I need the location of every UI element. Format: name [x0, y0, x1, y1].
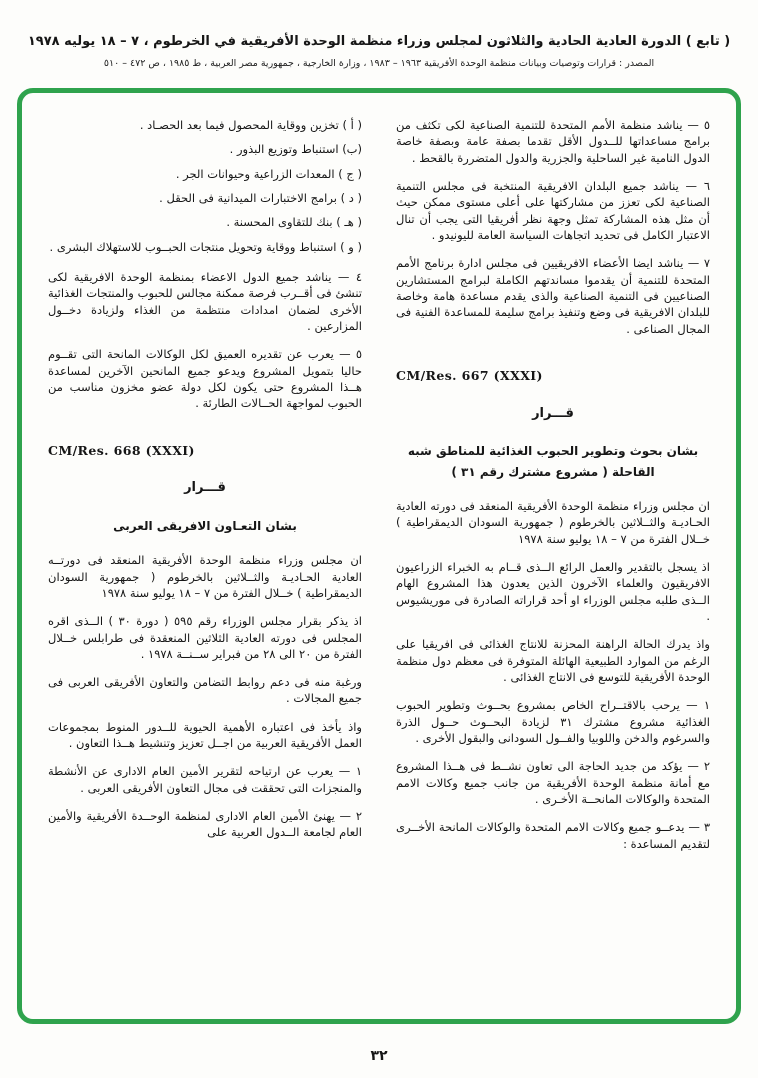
page-number: ٣٢ [370, 1048, 388, 1064]
paragraph: اذ يذكر بقرار مجلس الوزراء رقم ٥٩٥ ( دورة ٣٠ ) الــذى اقره المجلس فى دورته العادية الثلاثين المنعقدة فى طرابلس خــلال الفترة من ٢٠ الى ٢٨ من فبراير ســنــة ١٩٧٨ . [48, 614, 362, 661]
paragraph: ١ — يرحب بالاقتــراح الخاص بمشروع بحــوث وتطوير الحبوب الغذائية مشروع مشترك ٣١ لزيادة البحــوث حــول الذرة والسرغوم والدخن واللوبيا والفــول السودانى والبقول الأخرى . [396, 698, 710, 745]
list-item: ( د ) برامج الاختبارات الميدانية فى الحقل . [159, 190, 362, 205]
list-item: ( هـ ) بنك للتقاوى المحسنة . [226, 215, 362, 230]
paragraph: ٧ — يناشد ايضا الأعضاء الافريقيين فى مجلس ادارة برنامج الأمم المتحدة للتنمية أن يقدموا مساندتهم الكاملة لبرامج المستشارين الصناعيين فى التنمية الصناعية والذى يقدم مساعدة هامة وخاصة للبلدان الافريقية فى وضع وتنفيذ برامج سليمة للمساعدة الفنية فى المجال الصناعى . [396, 256, 710, 336]
resolution-ref: CM/Res. 667 (XXXI) [396, 367, 543, 383]
paragraph: واذ يدرك الحالة الراهنة المحزنة للانتاج الغذائى فى افريقيا على الرغم من الموارد الطبيعية الهائلة المتوفرة فى معظم دول منظمة الوحدة الأفريقية للتوسع فى الانتاج الغذائى . [396, 637, 710, 684]
paragraph: اذ يسجل بالتقدير والعمل الرائع الــذى قــام به الخبراء الزراعيون الافريقيون والعلماء الآخرون الذين يعدون هذا المشروع الهام الــذى طلبه مجلس الوزراء او أحد قراراته الصادرة فى موريشيوس . [396, 559, 710, 623]
paragraph: ٤ — يناشد جميع الدول الاعضاء بمنظمة الوحدة الافريقية لكى تنشئ فى أقــرب فرصة ممكنة مجالس للحبوب والمنتجات الغذائية الأخرى لضمان امدادات منتظمة من الغذاء ولزيادة دخــول المزارعين . [48, 269, 362, 333]
paragraph: ٥ — يعرب عن تقديره العميق لكل الوكالات المانحة التى تقــوم حاليا بتمويل المشروع ويدعو جميع المانحين الآخرين لمساعدة هــذا المشروع حتى يكون لكل دولة عضو مخزون مناسب من الحبوب لمواجهة الحــالات الطارئة . [48, 347, 362, 411]
list-item: ( ج ) المعدات الزراعية وحيوانات الجر . [175, 166, 362, 181]
paragraph: ٦ — يناشد جميع البلدان الافريقية المنتخبة فى مجلس التنمية الصناعية لكى تعزز من مشاركتها على أعلى مستوى ممكن حيث أن مثل هذه المشاركة تمثل وجهة نظر أفريقيا التى يجب أن تنال الاعتبار الكامل فى تحديد اتجاهات السياسة العامة لليونيدو . [396, 178, 710, 242]
paragraph: ان مجلس وزراء منظمة الوحدة الأفريقية المنعقد فى دورتــه العادية الحـاديـة والثــلاثين بالخرطوم ( جمهورية السودان الديمقراطية ) خــلال الفترة من ٧ – ١٨ يوليو سنة ١٩٧٨ [48, 553, 362, 600]
list-item: ( و ) استنباط ووقاية وتحويل منتجات الحبــوب للاستهلاك البشرى . [49, 239, 362, 254]
paragraph: ٢ — يهنئ الأمين العام الادارى لمنظمة الوحــدة الأفريقية والأمين العام لجامعة الــدول العربية على [48, 809, 362, 840]
paragraph: ١ — يعرب عن ارتياحه لتقرير الأمين العام الادارى عن الأنشطة والمنجزات التى تحققت فى مجال التعاون الأفريقى العربى . [48, 764, 362, 795]
resolution-heading: قـــرار [184, 480, 226, 496]
paragraph: ٢ — يؤكد من جديد الحاجة الى تعاون نشــط فى هــذا المشروع مع أمانة منظمة الوحدة الأفريقية من جانب جميع وكالات الامم المتحدة والوكالات المانحــة الأخـرى . [396, 759, 710, 806]
list-item: ( أ ) تخزين ووقاية المحصول فيما بعد الحصـاد . [139, 118, 362, 132]
paragraph: ان مجلس وزراء منظمة الوحدة الأفريقية المنعقد فى دورته العادية الحـاديـة والثــلاثين بالخرطوم ( جمهورية السودان الديمقراطية ) خــلال الفترة من ٧ – ١٨ يوليو سنة ١٩٧٨ [396, 498, 710, 546]
resolution-heading: قـــرار [532, 405, 574, 421]
document-header [0, 0, 758, 69]
paragraph: ٣ — يدعــو جميع وكالات الامم المتحدة والوكالات المانحة الأخــرى لتقديم المساعدة : [396, 820, 710, 851]
resolution-ref: CM/Res. 668 (XXXI) [48, 442, 195, 458]
paragraph: ٥ — يناشد منظمة الأمم المتحدة للتنمية الصناعية لكى تكثف من برامج مساعداتها للــدول الأقل تقدما بصفة عامة وبصفة خاصة الدول النامية غير الساحلية والجزرية والدول المتضررة بالقحط . [396, 118, 710, 165]
paragraph: واذ يأخذ فى اعتباره الأهمية الحيوية للــدور المنوط بمجموعات العمل الأفريقية العربية من اجــل تعزيز وتنشيط هــذا التعاون . [48, 719, 362, 751]
list-item: (ب) استنباط وتوزيع البذور . [229, 142, 362, 157]
two-column-layout [48, 117, 710, 1003]
green-frame [17, 88, 741, 1024]
resolution-title: بشان بحوث وتطوير الحبوب الغذائية للمناطق شبه القاحلة ( مشروع مشترك رقم ٣١ ) [407, 444, 699, 479]
header-source: المصدر : قرارات وتوصيات وبيانات منظمة الوحدة الأفريقية ١٩٦٣ – ١٩٨٣ ، وزارة الخارجية ، جمهورية مصر العربية ، ط ١٩٨٥ ، ص ٤٧٢ – ٥١٠ [103, 58, 655, 69]
right-column [396, 117, 710, 1003]
resolution-title: بشان التعـاون الافريقى العربى [113, 518, 297, 533]
paragraph: ورغبة منه فى دعم روابط التضامن والتعاون الأفريقى العربى فى جميع المجالات . [48, 675, 362, 706]
header-title: ( تابع ) الدورة العادية الحادية والثلاثون لمجلس وزراء منظمة الوحدة الأفريقية في الخرطوم ، ٧ – ١٨ يوليه ١٩٧٨ [27, 34, 731, 49]
left-column [48, 117, 362, 1003]
